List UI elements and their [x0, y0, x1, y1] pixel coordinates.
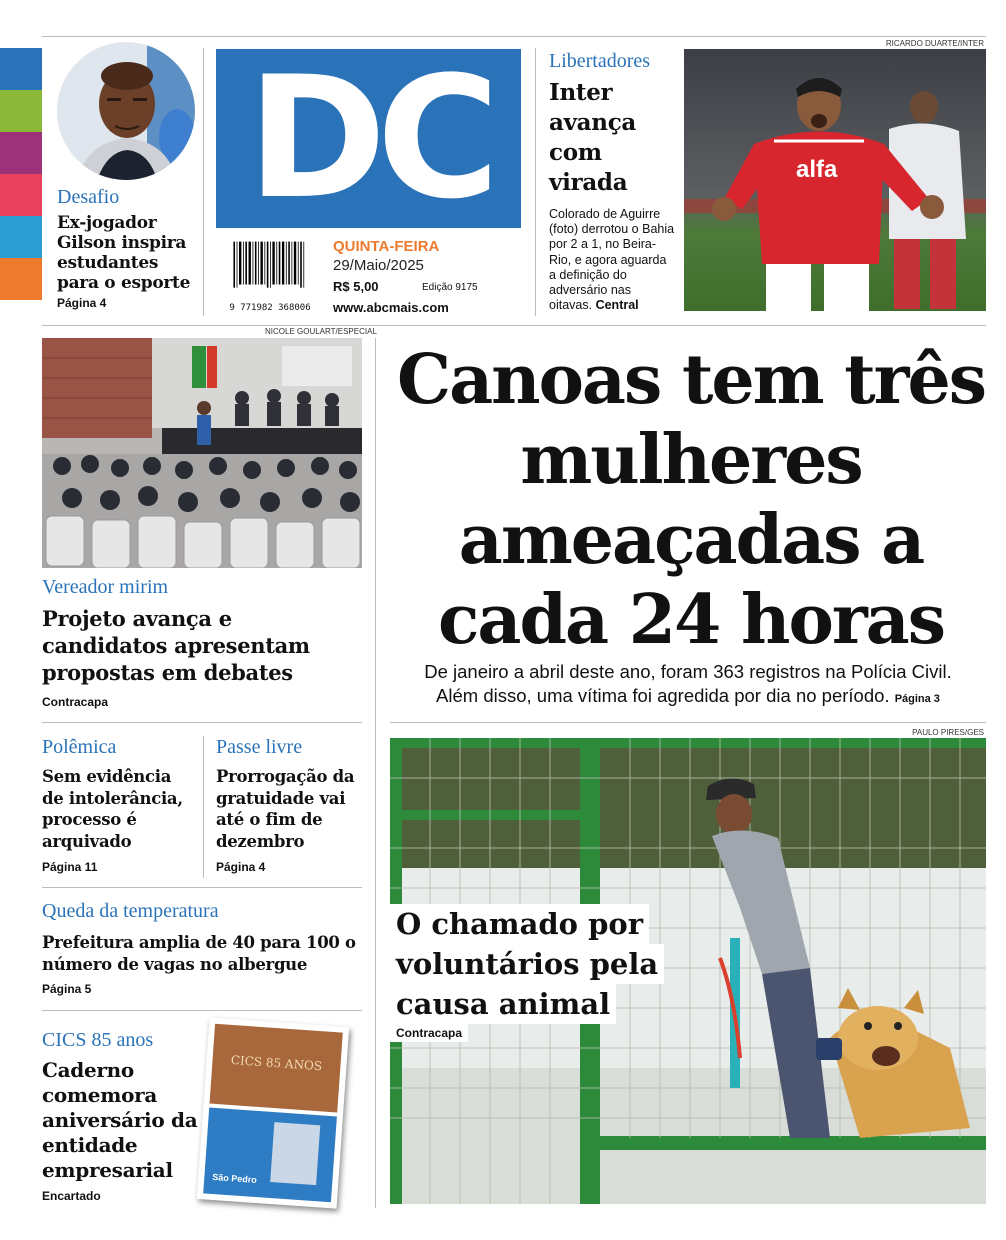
- animal-page: Contracapa: [390, 1024, 468, 1042]
- gilson-portrait[interactable]: [57, 42, 195, 180]
- website[interactable]: www.abcmais.com: [333, 300, 449, 315]
- photo-credit-vereador: NICOLE GOULART/ESPECIAL: [265, 327, 377, 336]
- queda-headline[interactable]: Prefeitura amplia de 40 para 100 o número de vagas no albergue: [42, 933, 356, 974]
- date: 29/Maio/2025: [333, 257, 424, 274]
- cics-insert-bottom: [203, 1108, 337, 1203]
- photo-credit-inter: RICARDO DUARTE/INTER: [885, 39, 984, 48]
- main-deck-line2: Além disso, uma vítima foi agredida por dia no período.: [436, 685, 890, 706]
- price: R$ 5,00: [333, 279, 379, 294]
- rule-under-vereador: [42, 722, 362, 723]
- libertadores-body: [549, 207, 675, 313]
- passe-kicker: Passe livre: [216, 736, 303, 758]
- photo-credit-animal: PAULO PIRES/GES: [912, 728, 984, 737]
- color-strip-purple: [0, 132, 42, 174]
- cics-insert-top: [210, 1024, 343, 1113]
- color-strip-pink: [0, 174, 42, 216]
- animal-shelter-photo[interactable]: [390, 738, 986, 1204]
- queda-page: Página 5: [42, 982, 92, 996]
- libertadores-headline[interactable]: Inter avança com virada: [549, 79, 636, 196]
- inter-player-photo[interactable]: [684, 49, 986, 311]
- queda-kicker: Queda da temperatura: [42, 900, 219, 922]
- jersey-sponsor-text: alfa: [796, 156, 838, 183]
- cics-kicker: CICS 85 anos: [42, 1029, 154, 1051]
- logo-box[interactable]: [216, 49, 521, 228]
- divider-masthead: [535, 48, 536, 316]
- color-strip-cyan: [0, 216, 42, 258]
- rule-under-top: [42, 325, 986, 326]
- cics-page: Encartado: [42, 1189, 101, 1203]
- libertadores-page: Central: [595, 298, 639, 313]
- libertadores-body-text: Colorado de Aguirre (foto) derrotou o Bahia por 2 a 1, no Beira-Rio, e agora aguarda a definição do adversário nas oitavas.: [549, 207, 675, 313]
- divider-polemica: [203, 736, 204, 878]
- main-deck: [390, 660, 986, 711]
- edition: Edição 9175: [422, 282, 478, 293]
- passe-page: Página 4: [216, 860, 266, 874]
- desafio-kicker: Desafio: [57, 186, 120, 208]
- logo-text: DC: [247, 49, 490, 228]
- animal-headline[interactable]: [390, 904, 664, 1042]
- main-page: Página 3: [894, 693, 940, 705]
- color-strip-green: [0, 90, 42, 132]
- main-deck-line1: De janeiro a abril deste ano, foram 363 registros na Polícia Civil.: [424, 661, 952, 682]
- cics-headline[interactable]: Caderno comemora aniversário da entidade empresarial: [42, 1058, 198, 1182]
- rule-under-polemica: [42, 887, 362, 888]
- polemica-kicker: Polêmica: [42, 736, 117, 758]
- color-strip-blue: [0, 48, 42, 90]
- polemica-page: Página 11: [42, 860, 98, 874]
- vereador-headline[interactable]: Projeto avança e candidatos apresentam propostas em debates: [42, 606, 310, 685]
- desafio-page: Página 4: [57, 296, 107, 310]
- desafio-headline[interactable]: Ex-jogador Gilson inspira estudantes para o esporte: [57, 213, 191, 293]
- vereador-debate-photo[interactable]: [42, 338, 362, 568]
- top-rule: [42, 36, 986, 37]
- cics-insert-thumbnail[interactable]: [197, 1017, 349, 1208]
- color-strip-orange: [0, 258, 42, 300]
- cics-insert-title: CICS 85 ANOS: [230, 1052, 323, 1074]
- main-headline[interactable]: Canoas tem três mulheres ameaçadas a cada 24 horas: [396, 340, 986, 660]
- cics-insert-brand: São Pedro: [212, 1171, 258, 1186]
- animal-headline-line1: O chamado por: [390, 904, 649, 944]
- barcode-number: 9 771982 368006: [229, 303, 311, 313]
- animal-headline-line3: causa animal: [390, 984, 616, 1024]
- divider-desafio: [203, 48, 204, 316]
- rule-under-queda: [42, 1010, 362, 1011]
- vereador-page: Contracapa: [42, 695, 109, 709]
- divider-left-column: [375, 338, 376, 1208]
- barcode: [216, 240, 324, 318]
- main-deck-line2-wrap: [390, 684, 986, 711]
- weekday: QUINTA-FEIRA: [333, 238, 440, 255]
- polemica-headline[interactable]: Sem evidência de intolerância, processo é arquivado: [42, 767, 183, 851]
- animal-headline-line2: voluntários pela: [390, 944, 664, 984]
- vereador-kicker: Vereador mirim: [42, 576, 169, 598]
- passe-headline[interactable]: Prorrogação da gratuidade vai até o fim de dezembro: [216, 767, 355, 851]
- cics-insert-building: [270, 1122, 320, 1185]
- rule-under-main: [390, 722, 986, 723]
- libertadores-kicker: Libertadores: [549, 50, 651, 72]
